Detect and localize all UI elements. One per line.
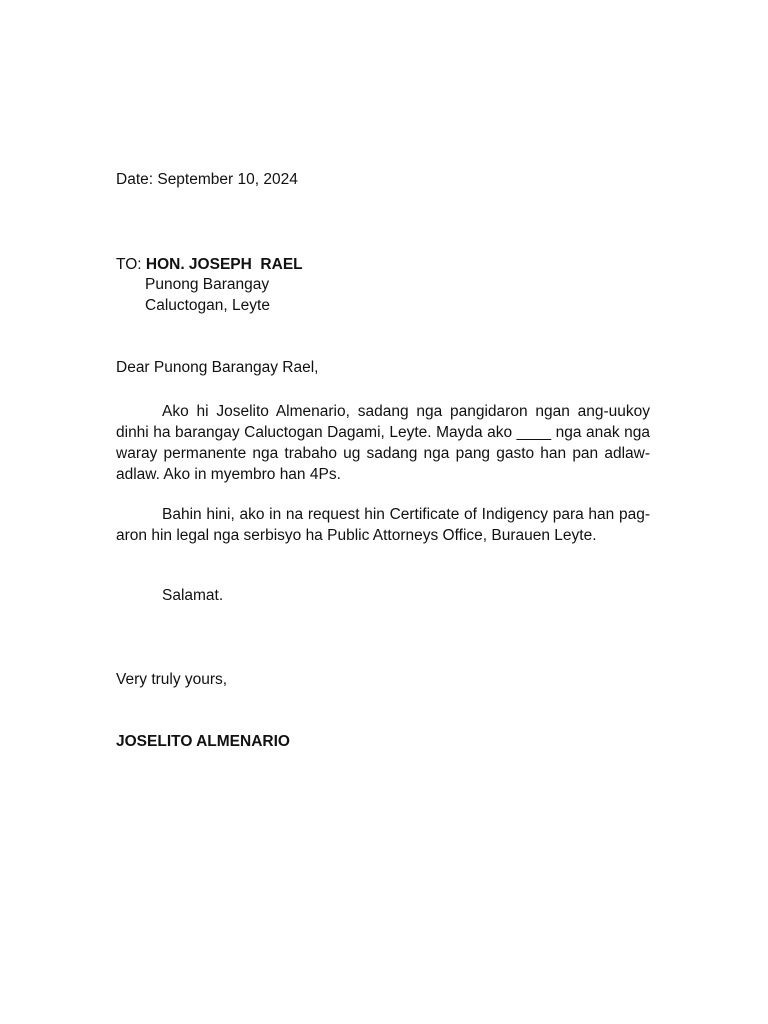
- recipient-line: [116, 256, 303, 274]
- body-paragraph-1: Ako hi Joselito Almenario, sadang nga pangidaron ngan ang-uukoy dinhi ha barangay Caluctogan Dagami, Leyte. Mayda ako ____ nga anak nga waray permanente nga trabaho ug sadang nga pang gasto han pan adlaw-adlaw. Ako in myembro han 4Ps.: [116, 403, 650, 483]
- closing: Very truly yours,: [116, 671, 228, 688]
- recipient-name: HON. JOSEPH RAEL: [145, 256, 303, 273]
- signatory-name: JOSELITO ALMENARIO: [116, 733, 290, 750]
- recipient-title: Punong Barangay: [145, 276, 270, 293]
- thanks-line: Salamat.: [162, 587, 224, 604]
- body-paragraph-2: Bahin hini, ako in na request hin Certificate of Indigency para han pag-aron hin legal nga serbisyo ha Public Attorneys Office, Burauen Leyte.: [116, 506, 650, 544]
- salutation: Dear Punong Barangay Rael,: [116, 359, 319, 376]
- to-prefix: TO:: [116, 256, 142, 273]
- letter-date: Date: September 10, 2024: [116, 171, 298, 188]
- recipient-location: Caluctogan, Leyte: [145, 297, 270, 314]
